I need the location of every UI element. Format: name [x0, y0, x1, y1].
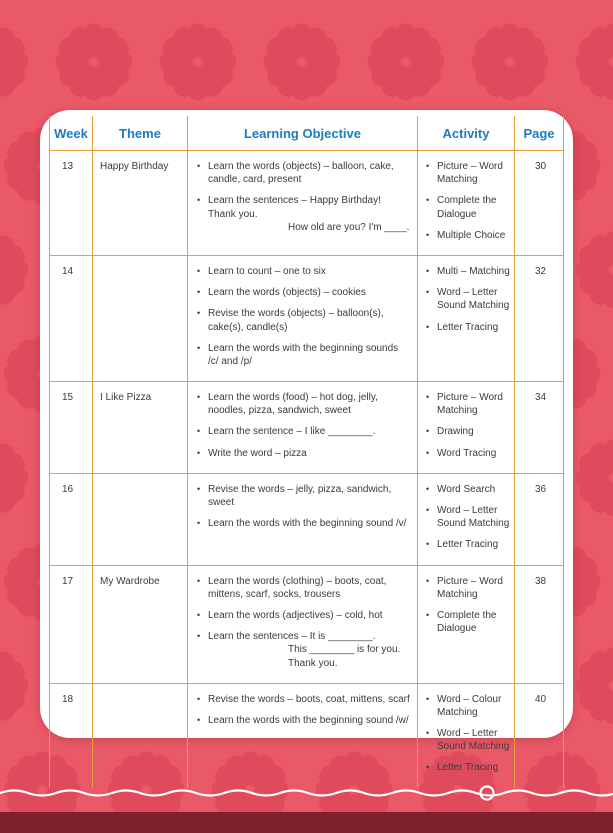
activity-cell: [418, 684, 515, 788]
objective-item: [197, 194, 411, 234]
activity-item: [426, 265, 511, 278]
objective-item: [197, 575, 411, 601]
activity-item: [426, 229, 511, 242]
objective-text-wrap: [208, 160, 411, 186]
flower-icon: [263, 23, 341, 101]
flower-icon: [575, 647, 613, 725]
column-header-activity: Activity: [418, 116, 515, 150]
activity-text: Complete the Dialogue: [437, 609, 497, 635]
objective-item: [197, 286, 411, 299]
objective-text-wrap: [208, 286, 411, 299]
theme-label: My Wardrobe: [100, 575, 160, 587]
activity-text: Word Tracing: [437, 447, 497, 459]
objective-text-wrap: [208, 483, 411, 509]
theme-cell: [93, 566, 188, 683]
activity-item: [426, 321, 511, 334]
table-row: [49, 255, 564, 381]
objective-item: [197, 483, 411, 509]
table-row: [49, 150, 564, 255]
theme-cell: [93, 474, 188, 565]
activity-cell: [418, 474, 515, 565]
week-number: 15: [62, 392, 74, 404]
activity-text: Letter Tracing: [437, 539, 499, 551]
theme-label: Happy Birthday: [100, 161, 169, 172]
week-number: 17: [62, 575, 74, 587]
week-cell: [49, 382, 93, 473]
table-row: [49, 565, 564, 683]
objective-text: Revise the words (objects) – balloon(s), cake(s), candle(s): [208, 308, 384, 333]
footer-wave-loop: [481, 787, 494, 800]
page-cell: [515, 474, 564, 565]
objective-continuation: This ________ is for you.: [288, 644, 401, 656]
activity-item: [426, 160, 511, 186]
bullet-icon: •: [197, 693, 201, 704]
objective-item: [197, 630, 411, 670]
week-number: 16: [62, 483, 74, 495]
objective-text: Learn the words with the beginning sounds /c/ and /p/: [208, 342, 399, 367]
page-cell: [515, 382, 564, 473]
objective-text-wrap: [208, 447, 411, 460]
week-cell: [49, 566, 93, 683]
objective-text-wrap: [208, 265, 411, 278]
activity-text: Picture – Word Matching: [437, 161, 503, 186]
bullet-icon: •: [426, 265, 430, 276]
objective-continuation: Thank you.: [288, 657, 338, 669]
bullet-icon: •: [426, 321, 430, 332]
bullet-icon: •: [426, 762, 430, 773]
footer-wave-line: [0, 791, 613, 796]
flower-icon: [471, 23, 549, 101]
bullet-icon: •: [197, 265, 201, 276]
objective-text-wrap: [208, 609, 411, 622]
table-header-row: [49, 116, 564, 150]
bullet-icon: •: [197, 392, 201, 403]
theme-label: I Like Pizza: [100, 392, 152, 404]
bullet-icon: •: [197, 447, 201, 458]
bullet-icon: •: [426, 287, 430, 298]
objective-text-wrap: [208, 714, 411, 727]
objective-text-wrap: [208, 693, 411, 706]
flower-icon: [575, 231, 613, 309]
week-cell: [49, 474, 93, 565]
objective-text-wrap: [208, 307, 411, 333]
week-cell: [49, 151, 93, 255]
bullet-icon: •: [426, 575, 430, 586]
objective-text: Learn the words (objects) – balloon, cake, candle, card, present: [208, 161, 394, 186]
page-cell: [515, 566, 564, 683]
flower-icon: [575, 439, 613, 517]
bullet-icon: •: [426, 392, 430, 403]
page-cell: [515, 151, 564, 255]
objective-continuation: How old are you? I'm ____.: [288, 221, 410, 233]
flower-icon: [55, 23, 133, 101]
activity-item: [426, 447, 511, 460]
bullet-icon: •: [197, 518, 201, 529]
objective-item: [197, 391, 411, 417]
week-number: 13: [62, 161, 74, 172]
activity-text: Word – Letter Sound Matching: [437, 728, 510, 753]
flower-icon: [0, 231, 29, 309]
activity-item: [426, 761, 511, 774]
column-header-objective: Learning Objective: [188, 116, 418, 150]
objective-text-wrap: [208, 194, 411, 234]
objective-cell: [188, 151, 418, 255]
bullet-icon: •: [197, 714, 201, 725]
bullet-icon: •: [426, 195, 430, 206]
activity-text: Complete the Dialogue: [437, 195, 497, 220]
activity-text: Picture – Word Matching: [437, 392, 503, 417]
objective-text: Learn the sentences – It is ________.: [208, 631, 376, 643]
footer-band: [0, 812, 613, 833]
bullet-icon: •: [197, 342, 201, 353]
activity-item: [426, 575, 511, 601]
bullet-icon: •: [426, 693, 430, 704]
bullet-icon: •: [426, 161, 430, 171]
week-cell: [49, 256, 93, 381]
page-number: 38: [534, 575, 547, 587]
curriculum-table-body: [49, 150, 564, 788]
bullet-icon: •: [426, 426, 430, 437]
week-cell: [49, 684, 93, 788]
activity-item: [426, 693, 511, 719]
bullet-icon: •: [426, 539, 430, 550]
activity-text: Picture – Word Matching: [437, 575, 503, 600]
theme-cell: [93, 382, 188, 473]
bullet-icon: •: [197, 609, 201, 620]
objective-text: Learn the words (objects) – cookies: [208, 287, 366, 299]
bullet-icon: •: [426, 483, 430, 494]
objective-text-wrap: [208, 391, 411, 417]
objective-item: [197, 307, 411, 333]
activity-item: [426, 483, 511, 496]
page-number: 40: [534, 693, 547, 705]
objective-text: Learn to count – one to six: [208, 265, 326, 277]
activity-item: [426, 609, 511, 635]
objective-text: Learn the words with the beginning sound /v/: [208, 518, 407, 530]
objective-text-wrap: [208, 517, 411, 530]
theme-cell: [93, 684, 188, 788]
bullet-icon: •: [426, 728, 430, 739]
objective-text-wrap: [208, 342, 411, 368]
objective-cell: [188, 566, 418, 683]
flower-icon: [367, 23, 445, 101]
objective-text: Learn the sentences – Happy Birthday! Thank you.: [208, 195, 381, 220]
objective-item: [197, 447, 411, 460]
activity-cell: [418, 382, 515, 473]
objective-cell: [188, 474, 418, 565]
objective-cell: [188, 684, 418, 788]
curriculum-table: [49, 116, 564, 788]
objective-cell: [188, 382, 418, 473]
week-number: 18: [62, 693, 74, 705]
page-number: 32: [534, 265, 547, 277]
objective-text: Learn the sentence – I like ________.: [208, 426, 376, 438]
objective-text: Learn the words (food) – hot dog, jelly, noodles, pizza, sandwich, sweet: [208, 392, 378, 417]
content-card: [40, 110, 573, 774]
activity-text: Multi – Matching: [437, 265, 510, 277]
objective-item: [197, 609, 411, 622]
objective-text: Revise the words – jelly, pizza, sandwich, sweet: [208, 483, 392, 508]
objective-item: [197, 160, 411, 186]
objective-item: [197, 342, 411, 368]
flower-icon: [0, 647, 29, 725]
objective-text-wrap: [208, 425, 411, 438]
activity-text: Word Search: [437, 483, 496, 495]
flower-icon: [575, 23, 613, 101]
page-cell: [515, 256, 564, 381]
activity-item: [426, 194, 511, 220]
activity-text: Word – Colour Matching: [437, 693, 502, 718]
objective-text: Write the word – pizza: [208, 447, 307, 459]
objective-item: [197, 693, 411, 706]
week-number: 14: [62, 265, 74, 277]
activity-text: Drawing: [437, 426, 474, 438]
bullet-icon: •: [197, 631, 201, 642]
activity-item: [426, 727, 511, 753]
flower-icon: [0, 23, 29, 101]
table-row: [49, 381, 564, 473]
bullet-icon: •: [426, 447, 430, 458]
bullet-icon: •: [426, 505, 430, 515]
column-header-week: Week: [49, 116, 93, 150]
objective-item: [197, 425, 411, 438]
objective-text-wrap: [208, 575, 411, 601]
activity-item: [426, 538, 511, 551]
activity-item: [426, 504, 511, 530]
bullet-icon: •: [197, 287, 201, 298]
column-header-theme: Theme: [93, 116, 188, 150]
page-number: 30: [534, 161, 547, 172]
page-number: 36: [534, 483, 547, 495]
objective-cell: [188, 256, 418, 381]
table-row: [49, 473, 564, 565]
activity-text: Word – Letter Sound Matching: [437, 505, 510, 530]
page-cell: [515, 684, 564, 788]
activity-item: [426, 391, 511, 417]
bullet-icon: •: [197, 575, 201, 586]
bullet-icon: •: [197, 483, 201, 494]
objective-text: Revise the words – boots, coat, mittens, scarf: [208, 693, 410, 705]
objective-item: [197, 517, 411, 530]
bullet-icon: •: [426, 609, 430, 620]
activity-text: Letter Tracing: [437, 762, 499, 774]
activity-text: Letter Tracing: [437, 321, 499, 333]
activity-cell: [418, 151, 515, 255]
activity-cell: [418, 256, 515, 381]
flower-icon: [159, 23, 237, 101]
theme-cell: [93, 256, 188, 381]
objective-text: Learn the words (clothing) – boots, coat, mittens, scarf, socks, trousers: [208, 575, 387, 600]
theme-cell: [93, 151, 188, 255]
bullet-icon: •: [197, 161, 201, 171]
flower-icon: [0, 439, 29, 517]
bullet-icon: •: [197, 426, 201, 437]
activity-text: Multiple Choice: [437, 229, 506, 241]
activity-item: [426, 425, 511, 438]
objective-item: [197, 265, 411, 278]
bullet-icon: •: [197, 308, 201, 319]
activity-text: Word – Letter Sound Matching: [437, 287, 510, 312]
bullet-icon: •: [426, 229, 430, 240]
bullet-icon: •: [197, 195, 201, 206]
objective-text: Learn the words (adjectives) – cold, hot: [208, 609, 383, 621]
page-number: 34: [534, 392, 547, 404]
activity-item: [426, 286, 511, 312]
objective-text: Learn the words with the beginning sound /w/: [208, 714, 409, 726]
objective-item: [197, 714, 411, 727]
column-header-page: Page: [515, 116, 564, 150]
objective-text-wrap: [208, 630, 411, 670]
activity-cell: [418, 566, 515, 683]
table-row: [49, 683, 564, 788]
